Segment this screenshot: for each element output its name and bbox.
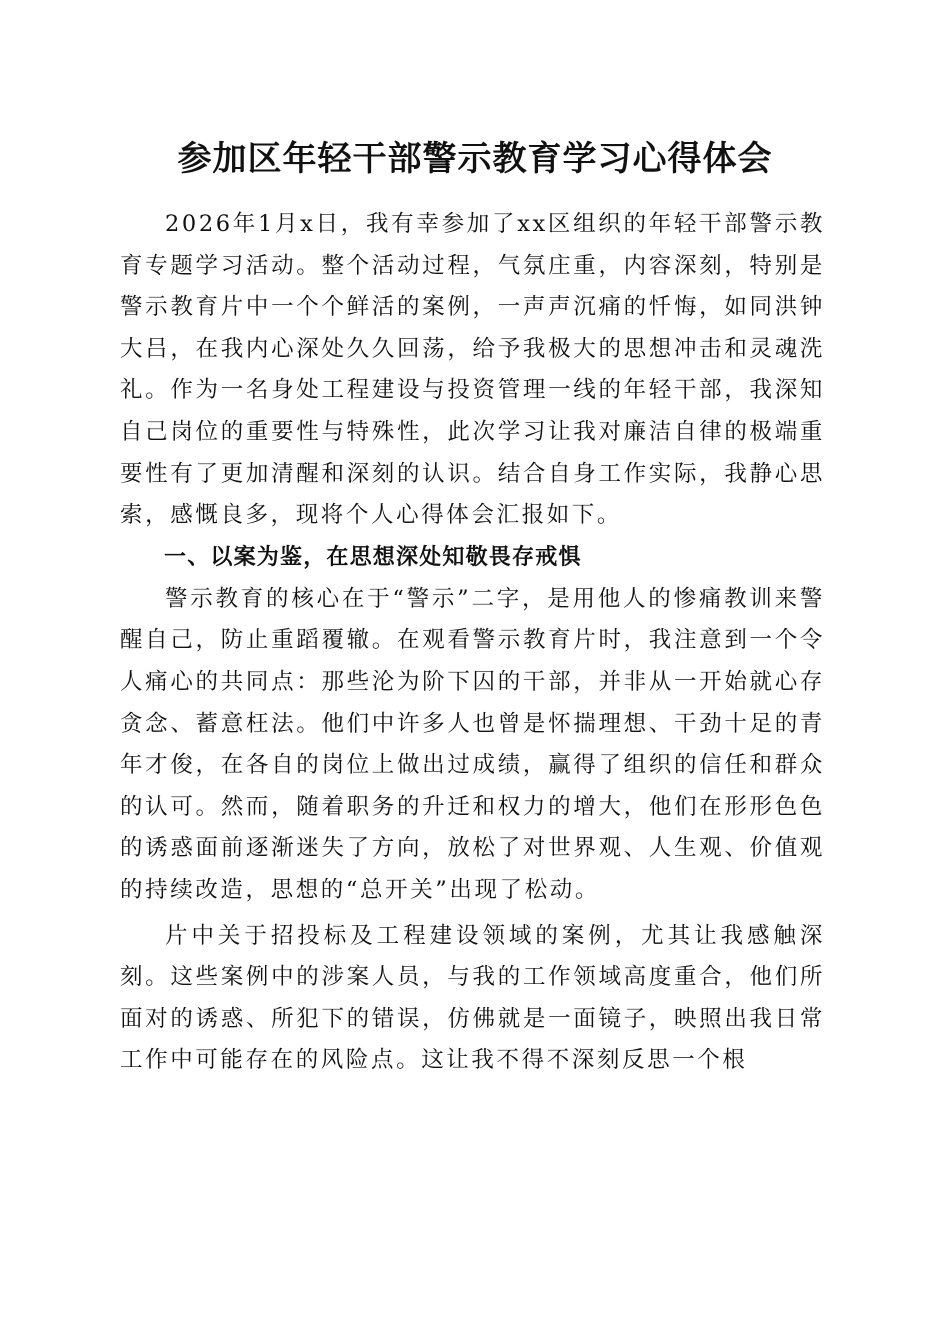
section-1-heading: 一、以案为鉴，在思想深处知敬畏存戒惧 bbox=[164, 544, 582, 570]
document-body bbox=[120, 204, 825, 1082]
section-1-paragraph-1: 警示教育的核心在于“警示”二字，是用他人的惨痛教训来警醒自己，防止重蹈覆辙。在观看警示教育片时，我注意到一个令人痛心的共同点：那些沦为阶下囚的干部，并非从一开始就心存贪念、蓄意枉法。他们中许多人也曾是怀揣理想、干劲十足的青年才俊，在各自的岗位上做出过成绩，赢得了组织的信任和群众的认可。然而，随着职务的升迁和权力的增大，他们在形形色色的诱惑面前逐渐迷失了方向，放松了对世界观、人生观、价值观的持续改造，思想的“总开关”出现了松动。 bbox=[120, 585, 825, 903]
intro-paragraph: 2026年1月x日，我有幸参加了xx区组织的年轻干部警示教育专题学习活动。整个活动过程，气氛庄重，内容深刻，特别是警示教育片中一个个鲜活的案例，一声声沉痛的忏悔，如同洪钟大吕，在我内心深处久久回荡，给予我极大的思想冲击和灵魂洗礼。作为一名身处工程建设与投资管理一线的年轻干部，我深知自己岗位的重要性与特殊性，此次学习让我对廉洁自律的极端重要性有了更加清醒和深刻的认识。结合自身工作实际，我静心思索，感慨良多，现将个人心得体会汇报如下。 bbox=[120, 211, 825, 529]
section-1-paragraph-2: 片中关于招投标及工程建设领域的案例，尤其让我感触深刻。这些案例中的涉案人员，与我的工作领域高度重合，他们所面对的诱惑、所犯下的错误，仿佛就是一面镜子，映照出我日常工作中可能存在的风险点。这让我不得不深刻反思一个根 bbox=[120, 922, 825, 1074]
document-title: 参加区年轻干部警示教育学习心得体会 bbox=[177, 139, 773, 179]
